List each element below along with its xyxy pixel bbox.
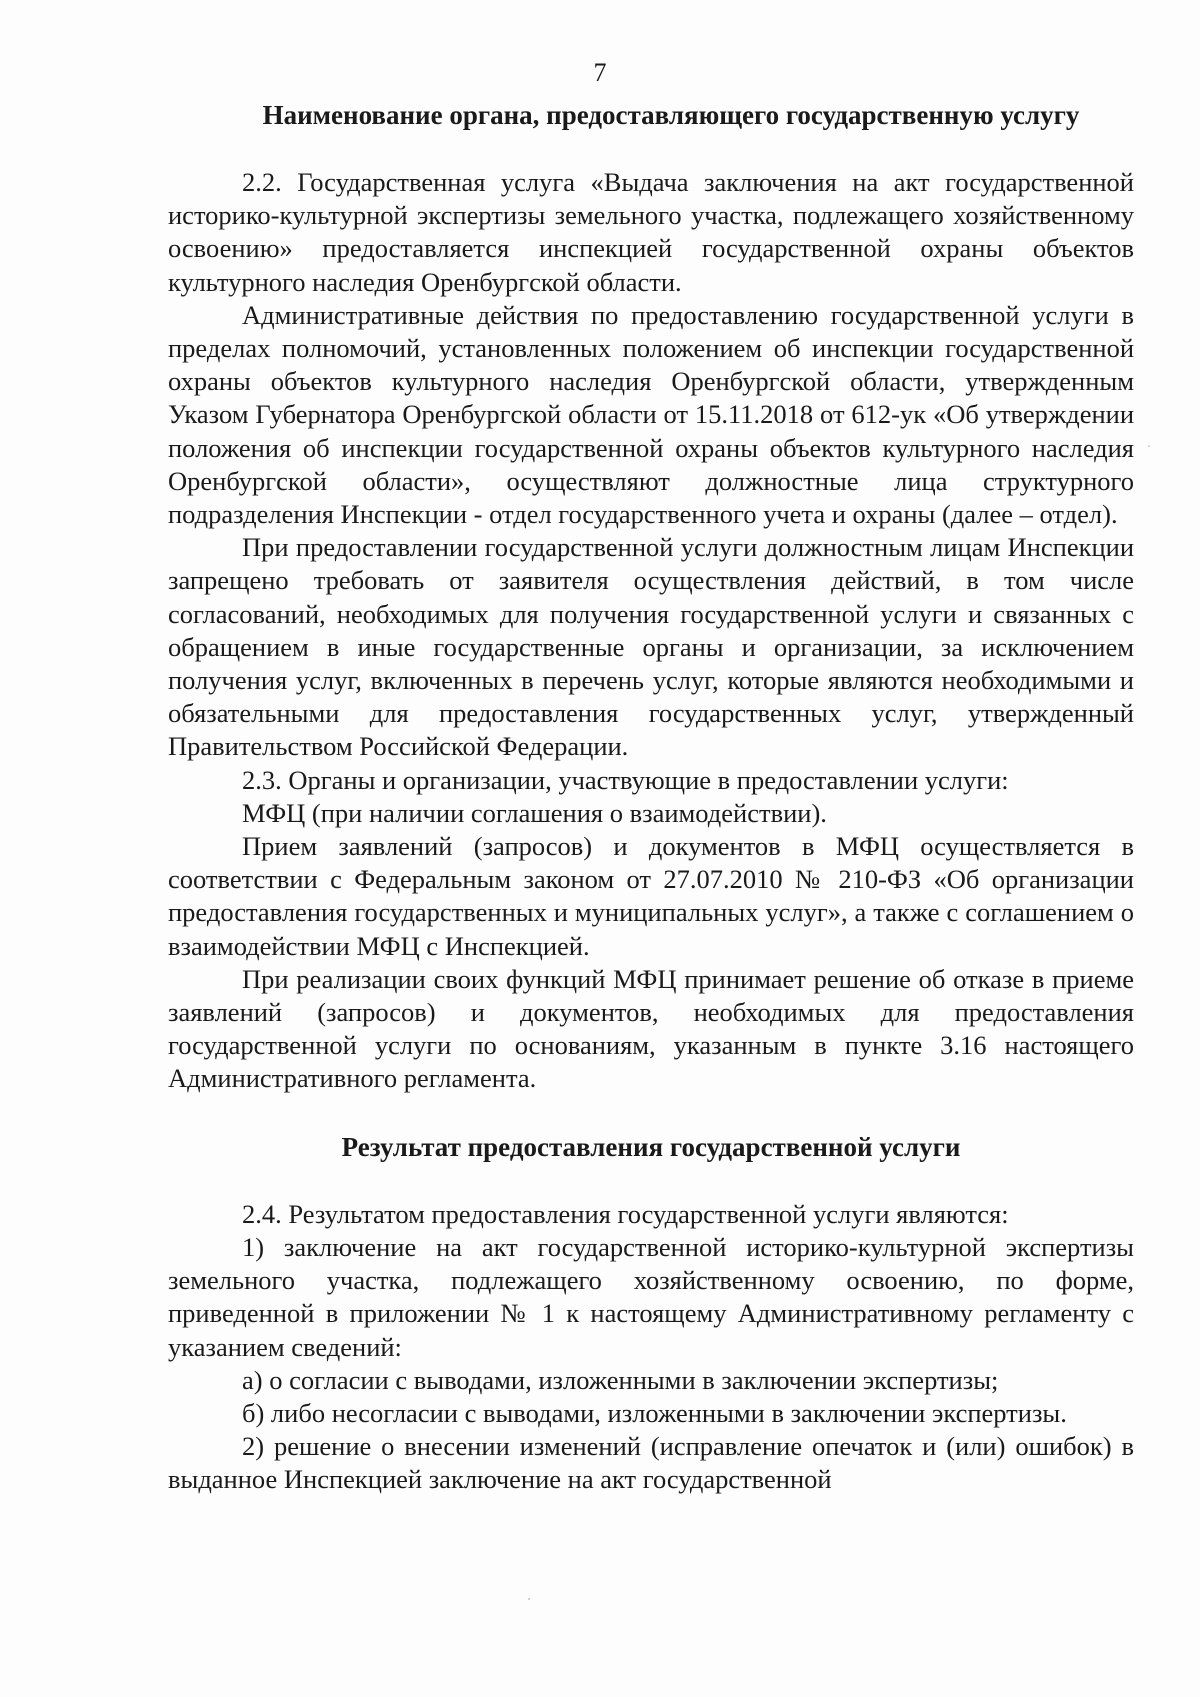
paragraph-mfc-applications: Прием заявлений (запросов) и документов в МФЦ осуществляется в соответствии с Федеральным законом от 27.07.2010 № 210-ФЗ «Об организации предоставления государственных и муниципальных услуг», а также с соглашением о взаимодействии МФЦ с Инспекцией.: [168, 831, 1134, 961]
paragraph-result-1b: б) либо несогласии с выводами, изложенными в заключении экспертизы.: [242, 1397, 1067, 1428]
scan-artifact-dot: [1148, 445, 1150, 447]
paragraph-mfc: МФЦ (при наличии соглашения о взаимодействии).: [242, 797, 827, 828]
section-heading-authority: Наименование органа, предоставляющего государственную услугу: [262, 100, 1080, 130]
document-body: [168, 98, 1134, 1497]
paragraph-2-2: 2.2. Государственная услуга «Выдача заключения на акт государственной историко-культурной экспертизы земельного участка, подлежащего хозяйственному освоению» предоставляется инспекцией государственной охраны объектов культурного наследия Оренбургской области.: [168, 167, 1134, 297]
paragraph-administrative-actions: Административные действия по предоставлению государственной услуги в пределах полномочий, установленных положением об инспекции государственной охраны объектов культурного наследия Оренбургской области, утвержденным Указом Губернатора Оренбургской области от 15.11.2018 от 612-ук «Об утверждении положения об инспекции государственной охраны объектов культурного наследия Оренбургской области», осуществляют должностные лица структурного подразделения Инспекции - отдел государственного учета и охраны (далее – отдел).: [168, 299, 1134, 530]
paragraph-result-1: 1) заключение на акт государственной историко-культурной экспертизы земельного участка, подлежащего хозяйственному освоению, по форме, приведенной в приложении № 1 к настоящему Административному регламенту с указанием сведений:: [168, 1231, 1134, 1362]
page-number: 7: [593, 58, 607, 87]
paragraph-prohibition: При предоставлении государственной услуги должностным лицам Инспекции запрещено требовать от заявителя осуществления действий, в том числе согласований, необходимых для получения государственной услуги и связанных с обращением в иные государственные органы и организации, за исключением получения услуг, включенных в перечень услуг, которые являются необходимыми и обязательными для предоставления государственных услуг, утвержденный Правительством Российской Федерации.: [168, 532, 1134, 762]
paragraph-2-4: 2.4. Результатом предоставления государственной услуги являются:: [242, 1198, 1009, 1229]
scan-artifact-dot: [528, 1598, 530, 1600]
paragraph-result-1a: а) о согласии с выводами, изложенными в заключении экспертизы;: [242, 1364, 999, 1395]
paragraph-2-3: 2.3. Органы и организации, участвующие в предоставлении услуги:: [242, 764, 1009, 795]
section-heading-result: Результат предоставления государственной услуги: [341, 1131, 961, 1162]
paragraph-result-2: 2) решение о внесении изменений (исправление опечаток и (или) ошибок) в выданное Инспекцией заключение на акт государственной: [168, 1431, 1134, 1495]
paragraph-mfc-refusal: При реализации своих функций МФЦ принимает решение об отказе в приеме заявлений (запросов) и документов, необходимых для предоставления государственной услуги по основаниям, указанным в пункте 3.16 настоящего Административного регламента.: [168, 963, 1134, 1094]
